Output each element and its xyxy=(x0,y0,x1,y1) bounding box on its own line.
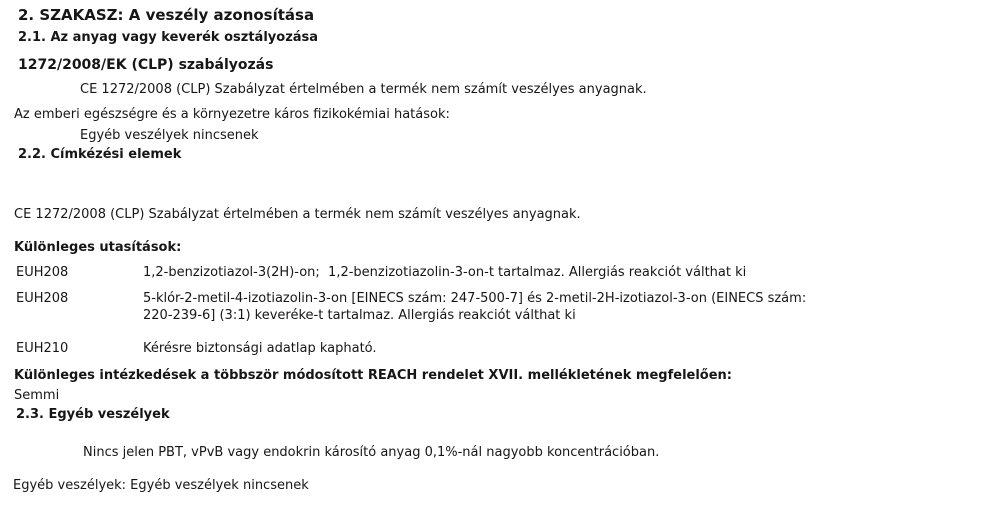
euh-statement-text-continued: 220-239-6] (3:1) keveréke-t tartalmaz. Allergiás reakciót válthat ki xyxy=(143,308,576,323)
special-instructions-heading: Különleges utasítások: xyxy=(14,240,182,255)
physicochemical-effects-value: Egyéb veszélyek nincsenek xyxy=(80,128,259,143)
clp-regulation-statement: CE 1272/2008 (CLP) Szabályzat értelmében a termék nem számít veszélyes anyagnak. xyxy=(80,82,647,97)
subsection-2-3-title: 2.3. Egyéb veszélyek xyxy=(16,407,170,422)
other-hazards-statement: Egyéb veszélyek: Egyéb veszélyek nincsenek xyxy=(13,478,309,493)
clp-labelling-statement: CE 1272/2008 (CLP) Szabályzat értelmében a termék nem számít veszélyes anyagnak. xyxy=(14,207,581,222)
reach-annex-value: Semmi xyxy=(14,388,60,403)
euh-code: EUH208 xyxy=(16,265,69,280)
physicochemical-effects-label: Az emberi egészségre és a környezetre káros fizikokémiai hatások: xyxy=(14,107,450,122)
euh-statement-text: 1,2-benzizotiazol-3(2H)-on; 1,2-benzizotiazolin-3-on-t tartalmaz. Allergiás reakciót válthat ki xyxy=(143,265,747,280)
subsection-2-1-title: 2.1. Az anyag vagy keverék osztályozása xyxy=(18,30,319,45)
subsection-2-2-title: 2.2. Címkézési elemek xyxy=(18,147,182,162)
euh-statement-text: 5-klór-2-metil-4-izotiazolin-3-on [EINECS szám: 247-500-7] és 2-metil-2H-izotiazol-3-on (EINECS szám: xyxy=(143,291,807,306)
section-2-title: 2. SZAKASZ: A veszély azonosítása xyxy=(18,6,315,24)
euh-statement-text: Kérésre biztonsági adatlap kapható. xyxy=(143,341,377,356)
euh-code: EUH210 xyxy=(16,341,69,356)
clp-regulation-heading: 1272/2008/EK (CLP) szabályozás xyxy=(18,57,274,73)
pbt-vpvb-statement: Nincs jelen PBT, vPvB vagy endokrin károsító anyag 0,1%-nál nagyobb koncentrációban. xyxy=(83,445,660,460)
reach-annex-heading: Különleges intézkedések a többször módosított REACH rendelet XVII. mellékletének megfelelően: xyxy=(14,368,733,383)
euh-code: EUH208 xyxy=(16,291,69,306)
